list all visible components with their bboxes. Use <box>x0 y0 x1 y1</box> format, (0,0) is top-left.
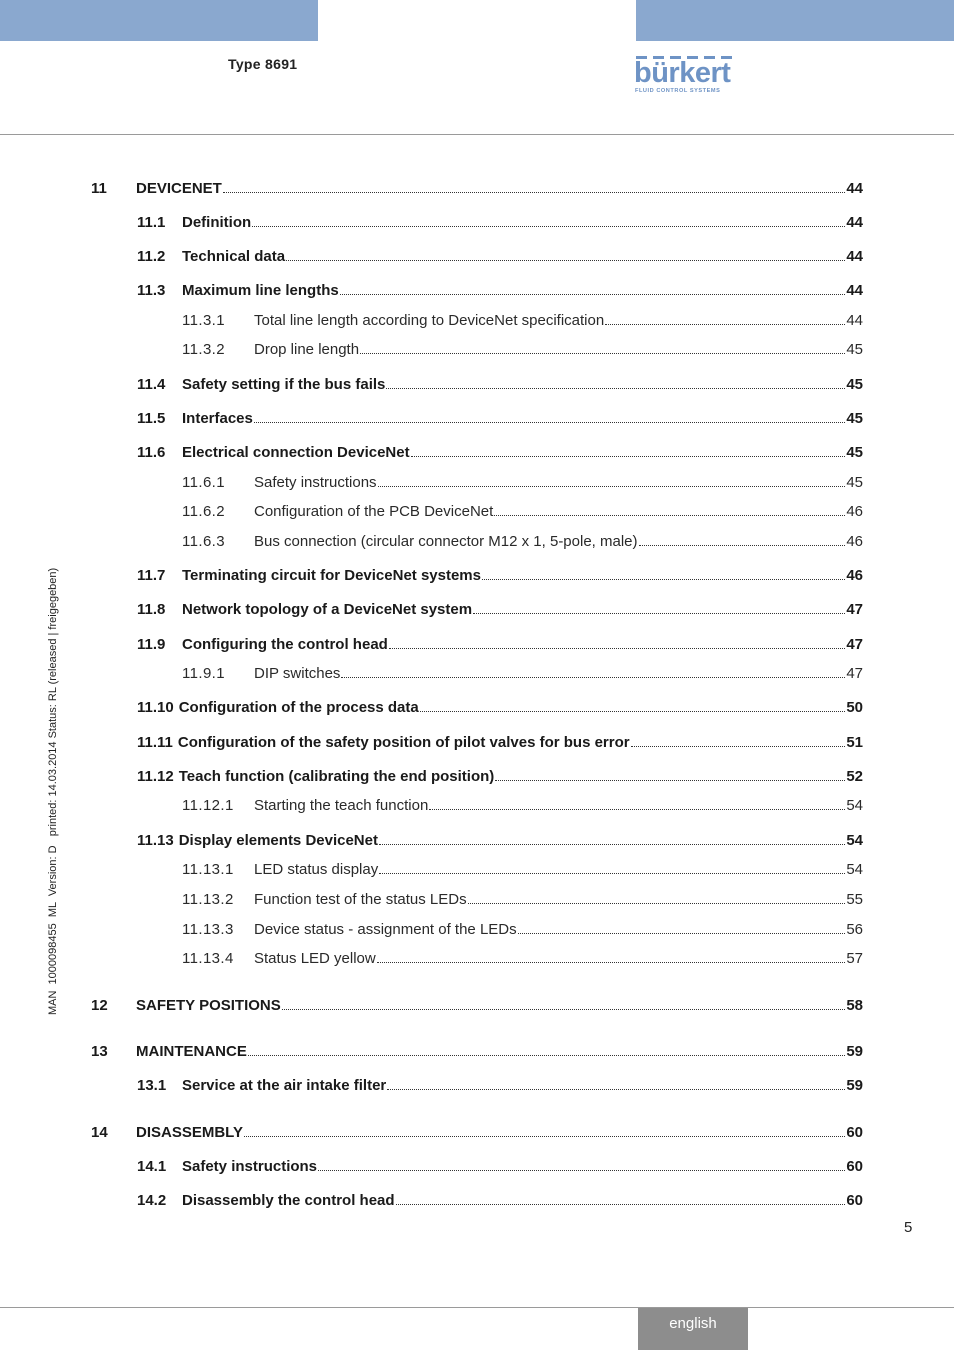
toc-entry-page: 59 <box>846 1077 863 1094</box>
toc-entry-page: 47 <box>846 601 863 618</box>
toc-entry-page: 47 <box>846 665 863 682</box>
toc-entry-page: 55 <box>846 891 863 908</box>
toc-entry-page: 56 <box>846 921 863 938</box>
toc-entry-number: 13 <box>91 1043 108 1060</box>
toc-entry[interactable] <box>137 699 863 717</box>
toc-entry-number: 11.10 <box>137 699 174 716</box>
toc-entry-number: 11.7 <box>137 567 166 584</box>
toc-leader-dots <box>360 353 845 354</box>
toc-entry-number: 11.4 <box>137 376 166 393</box>
toc-entry-number: 14.2 <box>137 1192 167 1209</box>
toc-entry-page: 60 <box>846 1124 863 1141</box>
toc-entry-page: 57 <box>846 950 863 967</box>
toc-leader-dots <box>341 677 845 678</box>
toc-entry-title: Bus connection (circular connector M12 x 1, 5-pole, male) <box>254 533 638 550</box>
toc-leader-dots <box>482 579 845 580</box>
toc-entry-title: DEVICENET <box>136 180 222 197</box>
toc-entry-page: 46 <box>846 567 863 584</box>
toc-entry-title: Configuration of the PCB DeviceNet <box>254 503 494 520</box>
toc-entry[interactable] <box>182 312 863 330</box>
toc-entry-title: Configuration of the process data <box>178 699 419 716</box>
toc-leader-dots <box>473 613 845 614</box>
document-type-label: Type 8691 <box>228 56 298 72</box>
toc-entry[interactable] <box>137 832 863 850</box>
toc-entry-number: 14.1 <box>137 1158 167 1175</box>
toc-entry[interactable] <box>182 921 863 939</box>
toc-entry-number: 12 <box>91 997 108 1014</box>
toc-entry-page: 44 <box>846 214 863 231</box>
toc-entry-page: 45 <box>846 444 863 461</box>
toc-entry[interactable] <box>137 567 863 585</box>
toc-entry-number: 11.6.2 <box>182 503 225 520</box>
toc-entry-page: 44 <box>846 180 863 197</box>
toc-entry-title: SAFETY POSITIONS <box>136 997 281 1014</box>
toc-entry-title: Display elements DeviceNet <box>178 832 378 849</box>
toc-entry-page: 50 <box>846 699 863 716</box>
toc-entry[interactable] <box>137 636 863 654</box>
toc-entry[interactable] <box>182 797 863 815</box>
toc-entry-number: 11.11 <box>137 734 173 751</box>
toc-entry-title: Device status - assignment of the LEDs <box>254 921 517 938</box>
logo-wordmark: bürkert <box>634 57 731 89</box>
toc-leader-dots <box>411 456 846 457</box>
toc-entry[interactable] <box>182 861 863 879</box>
toc-leader-dots <box>631 746 846 747</box>
toc-leader-dots <box>252 226 845 227</box>
toc-entry[interactable] <box>137 444 863 462</box>
toc-entry-page: 54 <box>846 797 863 814</box>
toc-entry-title: Safety instructions <box>254 474 377 491</box>
toc-entry-title: Interfaces <box>182 410 253 427</box>
toc-entry[interactable] <box>137 601 863 619</box>
toc-entry-number: 11.3 <box>137 282 166 299</box>
toc-entry-number: 11.9.1 <box>182 665 225 682</box>
toc-leader-dots <box>248 1055 845 1056</box>
toc-leader-dots <box>223 192 845 193</box>
toc-entry-title: MAINTENANCE <box>136 1043 247 1060</box>
toc-entry-page: 44 <box>846 282 863 299</box>
toc-entry-number: 11.12.1 <box>182 797 234 814</box>
toc-entry-title: Status LED yellow <box>254 950 376 967</box>
toc-entry[interactable] <box>182 950 863 968</box>
toc-entry-title: Disassembly the control head <box>182 1192 395 1209</box>
toc-entry[interactable] <box>137 768 863 786</box>
logo-tagline: FLUID CONTROL SYSTEMS <box>635 88 721 94</box>
toc-entry-page: 44 <box>846 312 863 329</box>
toc-entry[interactable] <box>182 503 863 521</box>
toc-leader-dots <box>377 962 846 963</box>
toc-entry[interactable] <box>137 214 863 232</box>
toc-entry-title: Terminating circuit for DeviceNet systems <box>182 567 481 584</box>
toc-leader-dots <box>495 780 845 781</box>
toc-entry[interactable] <box>182 533 863 551</box>
header-divider <box>0 134 954 135</box>
toc-entry-title: DIP switches <box>254 665 341 682</box>
toc-entry-number: 11 <box>91 180 107 197</box>
toc-entry-number: 11.12 <box>137 768 174 785</box>
toc-leader-dots <box>244 1136 845 1137</box>
toc-leader-dots <box>396 1204 846 1205</box>
toc-leader-dots <box>518 933 846 934</box>
toc-leader-dots <box>282 1009 846 1010</box>
toc-entry-page: 47 <box>846 636 863 653</box>
toc-leader-dots <box>379 873 845 874</box>
toc-entry-number: 11.1 <box>137 214 166 231</box>
toc-entry-number: 11.6.1 <box>182 474 225 491</box>
toc-leader-dots <box>605 324 845 325</box>
toc-entry-page: 45 <box>846 410 863 427</box>
toc-entry-page: 45 <box>846 474 863 491</box>
toc-leader-dots <box>318 1170 845 1171</box>
toc-entry-page: 51 <box>846 734 863 751</box>
toc-entry[interactable] <box>182 341 863 359</box>
toc-entry-page: 60 <box>846 1158 863 1175</box>
toc-leader-dots <box>379 844 845 845</box>
toc-entry-page: 58 <box>846 997 863 1014</box>
page-number: 5 <box>904 1219 913 1236</box>
toc-entry-page: 46 <box>846 533 863 550</box>
toc-entry-page: 60 <box>846 1192 863 1209</box>
toc-leader-dots <box>254 422 845 423</box>
toc-leader-dots <box>639 545 846 546</box>
toc-entry-number: 11.13 <box>137 832 174 849</box>
toc-entry-title: Safety setting if the bus fails <box>182 376 386 393</box>
toc-entry[interactable] <box>91 1043 863 1061</box>
toc-entry-title: Total line length according to DeviceNet specification <box>254 312 605 329</box>
toc-entry-number: 11.3.2 <box>182 341 225 358</box>
toc-entry-title: Maximum line lengths <box>182 282 339 299</box>
toc-entry[interactable] <box>137 248 863 266</box>
toc-entry[interactable] <box>182 665 863 683</box>
toc-entry-number: 13.1 <box>137 1077 167 1094</box>
toc-entry-title: Starting the teach function <box>254 797 429 814</box>
toc-entry-page: 54 <box>846 861 863 878</box>
toc-entry-title: Function test of the status LEDs <box>254 891 467 908</box>
toc-entry-number: 11.6.3 <box>182 533 225 550</box>
toc-entry-number: 11.2 <box>137 248 166 265</box>
toc-entry-page: 59 <box>846 1043 863 1060</box>
toc-leader-dots <box>494 515 845 516</box>
toc-entry-number: 11.13.2 <box>182 891 234 908</box>
toc-entry-page: 44 <box>846 248 863 265</box>
toc-entry-page: 52 <box>846 768 863 785</box>
toc-entry[interactable] <box>137 734 863 752</box>
toc-entry-title: Drop line length <box>254 341 360 358</box>
toc-entry-title: DISASSEMBLY <box>136 1124 243 1141</box>
toc-entry-number: 11.6 <box>137 444 166 461</box>
toc-entry[interactable] <box>91 1124 863 1142</box>
header-bar-right <box>636 0 954 41</box>
toc-entry[interactable] <box>137 1077 863 1095</box>
footer-divider <box>0 1307 954 1308</box>
toc-entry-title: Teach function (calibrating the end position) <box>178 768 495 785</box>
toc-entry-title: Technical data <box>182 248 286 265</box>
toc-leader-dots <box>378 486 846 487</box>
toc-entry[interactable] <box>182 891 863 909</box>
toc-entry-title: Network topology of a DeviceNet system <box>182 601 473 618</box>
toc-entry[interactable] <box>137 282 863 300</box>
toc-entry-number: 11.13.1 <box>182 861 234 878</box>
toc-entry-title: Electrical connection DeviceNet <box>182 444 410 461</box>
language-tab: english <box>638 1308 748 1350</box>
toc-entry-page: 46 <box>846 503 863 520</box>
toc-entry-title: Configuration of the safety position of pilot valves for bus error <box>177 734 630 751</box>
toc-leader-dots <box>340 294 846 295</box>
toc-leader-dots <box>429 809 845 810</box>
toc-entry[interactable] <box>137 1158 863 1176</box>
document-version-info: MAN 1000098455 ML Version: D printed: 14.03.2014 Status: RL (released | freigegeben) <box>47 567 59 1015</box>
toc-entry-number: 14 <box>91 1124 108 1141</box>
toc-entry-number: 11.9 <box>137 636 166 653</box>
toc-leader-dots <box>468 903 846 904</box>
toc-leader-dots <box>387 1089 845 1090</box>
toc-entry-title: Safety instructions <box>182 1158 318 1175</box>
toc-entry-page: 45 <box>846 341 863 358</box>
toc-entry[interactable] <box>91 997 863 1015</box>
toc-entry-number: 11.5 <box>137 410 166 427</box>
toc-entry[interactable] <box>91 180 863 198</box>
burkert-logo <box>634 58 734 98</box>
header-bar-left <box>0 0 318 41</box>
toc-leader-dots <box>420 711 846 712</box>
toc-entry-title: LED status display <box>254 861 379 878</box>
toc-entry[interactable] <box>137 1192 863 1210</box>
toc-entry-number: 11.13.4 <box>182 950 234 967</box>
toc-entry-page: 54 <box>846 832 863 849</box>
toc-leader-dots <box>286 260 845 261</box>
toc-entry-number: 11.3.1 <box>182 312 225 329</box>
toc-entry-number: 11.8 <box>137 601 166 618</box>
toc-entry-page: 45 <box>846 376 863 393</box>
toc-leader-dots <box>386 388 845 389</box>
toc-entry[interactable] <box>137 410 863 428</box>
toc-entry-title: Configuring the control head <box>182 636 388 653</box>
toc-entry-title: Definition <box>182 214 252 231</box>
toc-leader-dots <box>389 648 845 649</box>
toc-entry-title: Service at the air intake filter <box>182 1077 387 1094</box>
toc-entry-number: 11.13.3 <box>182 921 234 938</box>
toc-entry[interactable] <box>137 376 863 394</box>
toc-entry[interactable] <box>182 474 863 492</box>
